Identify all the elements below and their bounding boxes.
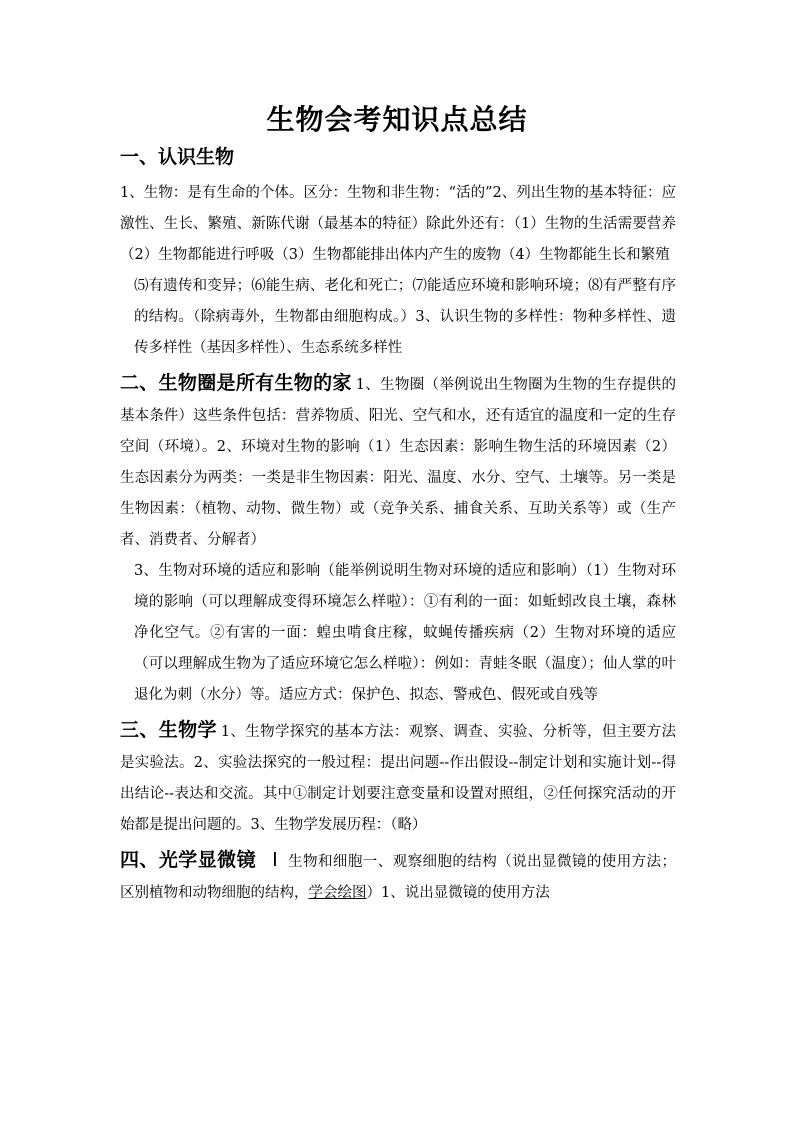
section-3-heading: 三、生物学 [120,719,217,741]
section-4-roman-numeral: Ⅰ [272,850,279,871]
section-1 [120,142,676,364]
page-title: 生物会考知识点总结 [266,103,528,136]
document-body [120,142,676,913]
section-4-paragraph [120,845,676,909]
section-2-paragraph [120,368,676,556]
section-2-heading: 二、生物圈是所有生物的家 [120,372,352,394]
section-1-paragraph-2: ⑸有遗传和变异；⑹能生病、老化和死亡；⑺能适应环境和影响环境；⑻有严整有序的结构。（除病毒外，生物都由细胞构成。）3、认识生物的多样性：物种多样性、遗传多样性（基因多样性）、生态系统多样性 [134,278,676,356]
section-1-heading: 一、认识生物 [120,146,235,168]
section-4-heading: 四、光学显微镜 [120,849,257,871]
section-3 [120,715,676,841]
section-2-text: 1、生物圈（举例说出生物圈为生物的生存提供的基本条件）这些条件包括：营养物质、阳光、空气和水，还有适宜的温度和一定的生存空间（环境）。2、环境对生物的影响（1）生态因素：影响生物生活的环境因素（2）生态因素分为两类：一类是非生物因素：阳光、温度、水分、空气、土壤等。另一类是生物因素：（植物、动物、微生物）或（竞争关系、捕食关系、互助关系等）或（生产者、消费者、分解者） [120,377,676,548]
section-2-paragraph-2: 3、生物对环境的适应和影响（能举例说明生物对环境的适应和影响）（1）生物对环境的影响（可以理解成变得环境怎么样啦）：①有利的一面：如蚯蚓改良土壤，森林净化空气。②有害的一面：蝗虫啃食庄稼，蚊蝇传播疾病（2）生物对环境的适应（可以理解成生物为了适应环境它怎么样啦）：例如：青蛙冬眠（温度）；仙人掌的叶退化为刺（水分）等。适应方式：保护色、拟态、警戒色、假死或自残等 [134,563,676,703]
section-1-paragraph: 1、生物：是有生命的个体。区分：生物和非生物：“活的”2、列出生物的基本特征：应激性、生长、繁殖、新陈代谢（最基本的特征）除此外还有：（1）生物的生活需要营养（2）生物都能进行呼吸（3）生物都能排出体内产生的废物（4）生物都能生长和繁殖 [120,185,676,263]
section-4-text-after: ）1、说出显微镜的使用方法 [366,885,550,901]
section-4-text-before: 生物和细胞一、观察细胞的结构（说出显微镜的使用方法；区别植物和动物细胞的结构， [120,854,676,901]
section-3-text: 1、生物学探究的基本方法：观察、调查、实验、分析等，但主要方法是实验法。2、实验法探究的一般过程：提出问题--作出假设--制定计划和实施计划--得出结论--表达和交流。其中①制定计划要注意变量和设置对照组，②任何探究活动的开始都是提出问题的。3、生物学发展历程：（略） [120,724,676,833]
section-2 [120,368,676,711]
section-3-paragraph [120,715,676,841]
section-4-underlined-text: 学会绘图 [308,885,367,901]
section-4 [120,845,676,909]
